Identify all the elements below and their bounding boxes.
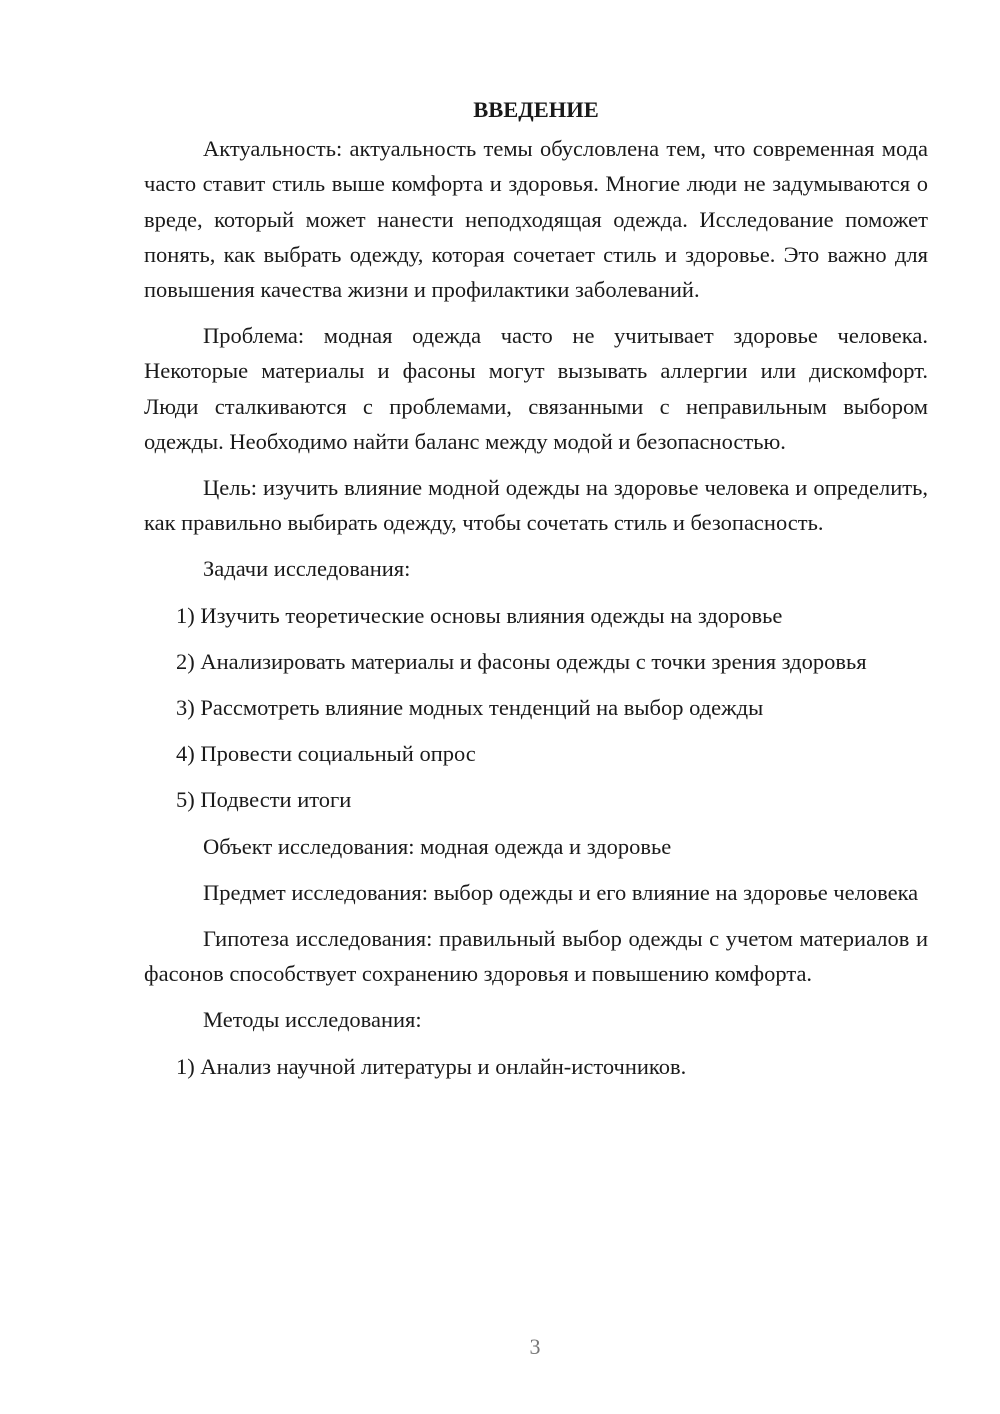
- paragraph-goal: Цель: изучить влияние модной одежды на здоровье человека и определить, как правильно выбирать одежду, чтобы сочетать стиль и безопасность.: [144, 475, 928, 536]
- paragraph-relevance: Актуальность: актуальность темы обусловлена тем, что современная мода часто ставит стиль выше комфорта и здоровья. Многие люди не задумываются о вреде, который может нанести неподходящая одежда. Исследование поможет понять, как выбрать одежду, которая сочетает стиль и здоровье. Это важно для повышения качества жизни и профилактики заболеваний.: [144, 136, 928, 303]
- page-content: [144, 92, 928, 1095]
- tasks-heading: Задачи исследования:: [203, 556, 411, 582]
- section-title: ВВЕДЕНИЕ: [473, 97, 599, 122]
- method-item: 1) Анализ научной литературы и онлайн-источников.: [176, 1053, 687, 1079]
- methods-heading: Методы исследования:: [203, 1007, 422, 1033]
- research-subject: Предмет исследования: выбор одежды и его влияние на здоровье человека: [203, 879, 919, 905]
- task-item: 4) Провести социальный опрос: [176, 741, 476, 767]
- page-number: 3: [529, 1334, 541, 1359]
- task-item: 2) Анализировать материалы и фасоны одежды с точки зрения здоровья: [176, 648, 867, 674]
- research-hypothesis: Гипотеза исследования: правильный выбор одежды с учетом материалов и фасонов способствует сохранению здоровья и повышению комфорта.: [144, 926, 928, 987]
- research-object: Объект исследования: модная одежда и здоровье: [203, 833, 672, 859]
- paragraph-problem: Проблема: модная одежда часто не учитывает здоровье человека. Некоторые материалы и фасоны могут вызывать аллергии или дискомфорт. Люди сталкиваются с проблемами, связанными с неправильным выбором одежды. Необходимо найти баланс между модой и безопасностью.: [144, 323, 928, 454]
- task-item: 1) Изучить теоретические основы влияния одежды на здоровье: [176, 602, 783, 628]
- task-item: 3) Рассмотреть влияние модных тенденций на выбор одежды: [176, 695, 764, 721]
- task-item: 5) Подвести итоги: [176, 787, 352, 813]
